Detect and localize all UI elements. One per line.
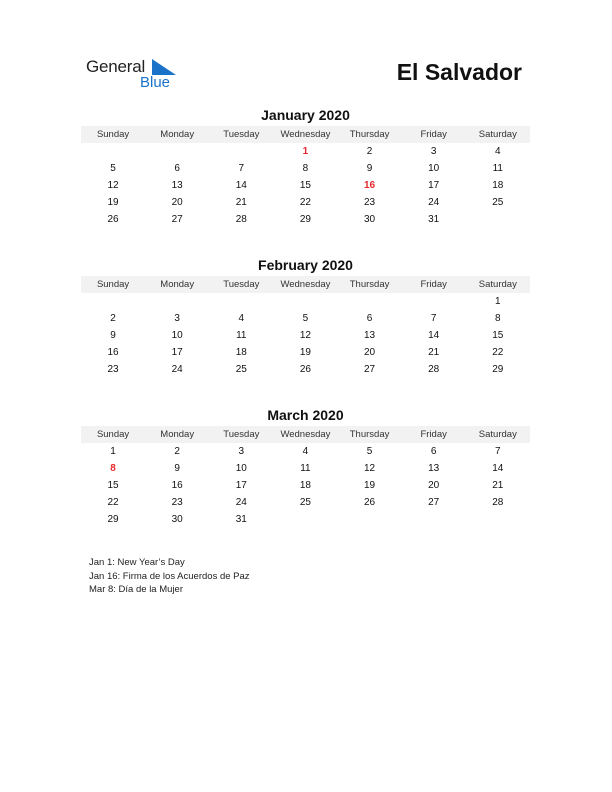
weekday-label: Tuesday xyxy=(223,279,260,290)
weekday-label: Wednesday xyxy=(280,279,331,290)
day-cell: 4 xyxy=(302,446,309,457)
day-cell: 15 xyxy=(299,180,311,191)
day-cell: 3 xyxy=(174,313,180,324)
week-row xyxy=(81,310,530,327)
day-cell: 16 xyxy=(171,480,183,491)
generalblue-logo xyxy=(86,57,196,93)
week-row xyxy=(81,477,530,494)
day-cell: 20 xyxy=(428,480,440,491)
day-cell: 11 xyxy=(236,330,247,341)
day-cell xyxy=(466,211,530,228)
holiday-notes xyxy=(89,556,250,597)
day-cell: 2 xyxy=(174,446,180,457)
day-cell: 27 xyxy=(428,497,440,508)
day-cell: 19 xyxy=(299,347,311,358)
week-row xyxy=(81,177,530,194)
day-cell: 26 xyxy=(364,497,376,508)
day-cell: 18 xyxy=(299,480,311,491)
holiday-day-cell: 1 xyxy=(302,146,309,157)
day-cell: 24 xyxy=(171,364,183,375)
day-cell: 3 xyxy=(430,146,437,157)
day-cell: 25 xyxy=(492,197,504,208)
day-cell: 24 xyxy=(428,197,440,208)
weekday-label: Wednesday xyxy=(280,129,331,140)
day-cell xyxy=(145,293,209,310)
day-cell: 8 xyxy=(302,163,309,174)
month-title: March 2020 xyxy=(267,407,344,423)
day-cell: 17 xyxy=(171,347,183,358)
day-cell: 12 xyxy=(364,463,376,474)
day-cell xyxy=(209,293,273,310)
day-cell: 29 xyxy=(299,214,311,225)
weekday-label: Thursday xyxy=(349,129,390,140)
week-row xyxy=(81,494,530,511)
day-cell: 21 xyxy=(428,347,440,358)
week-row xyxy=(81,143,530,160)
day-cell xyxy=(81,143,145,160)
day-cell: 13 xyxy=(364,330,376,341)
day-cell: 5 xyxy=(110,163,116,174)
day-cell: 27 xyxy=(171,214,183,225)
day-cell: 14 xyxy=(428,330,440,341)
day-cell: 13 xyxy=(171,180,183,191)
day-cell: 6 xyxy=(430,446,437,457)
weekday-label: Monday xyxy=(160,429,195,440)
day-cell: 17 xyxy=(235,480,247,491)
day-cell: 26 xyxy=(107,214,119,225)
holiday-note: Mar 8: Día de la Mujer xyxy=(89,584,183,595)
weekday-header-row xyxy=(81,426,530,443)
weekday-label: Saturday xyxy=(478,429,517,440)
day-cell: 20 xyxy=(171,197,183,208)
day-cell xyxy=(338,511,402,528)
day-cell: 21 xyxy=(492,480,504,491)
weekday-label: Friday xyxy=(420,279,447,290)
day-cell: 18 xyxy=(235,347,247,358)
day-cell: 12 xyxy=(107,180,119,191)
day-cell: 9 xyxy=(366,163,373,174)
week-row xyxy=(81,344,530,361)
day-cell: 11 xyxy=(492,163,503,174)
day-cell: 22 xyxy=(107,497,119,508)
logo-blue-text: Blue xyxy=(140,74,171,91)
weekday-label: Sunday xyxy=(96,279,130,290)
day-cell xyxy=(466,511,530,528)
day-cell: 1 xyxy=(495,296,501,307)
calendar-month-january xyxy=(81,106,530,228)
day-cell: 27 xyxy=(364,364,376,375)
day-cell: 23 xyxy=(107,364,119,375)
day-cell: 31 xyxy=(235,514,247,525)
week-row xyxy=(81,511,530,528)
day-cell: 22 xyxy=(492,347,504,358)
day-cell: 16 xyxy=(107,347,119,358)
month-title: February 2020 xyxy=(258,257,353,273)
day-cell xyxy=(338,293,402,310)
day-cell: 10 xyxy=(428,163,440,174)
weekday-label: Monday xyxy=(160,279,195,290)
week-row xyxy=(81,293,530,310)
day-cell: 28 xyxy=(235,214,247,225)
weekday-label: Friday xyxy=(420,129,447,140)
week-row xyxy=(81,361,530,378)
day-cell: 28 xyxy=(428,364,440,375)
day-cell xyxy=(273,511,337,528)
day-cell: 9 xyxy=(110,330,116,341)
day-cell: 25 xyxy=(299,497,311,508)
day-cell: 17 xyxy=(428,180,440,191)
holiday-note: Jan 1: New Year’s Day xyxy=(89,557,185,568)
weekday-header-row xyxy=(81,126,530,143)
day-cell: 5 xyxy=(366,446,373,457)
day-cell xyxy=(402,511,466,528)
day-cell: 15 xyxy=(492,330,504,341)
calendar-month-february xyxy=(81,256,530,378)
holiday-day-cell: 8 xyxy=(110,463,116,474)
day-cell: 30 xyxy=(171,514,183,525)
day-cell: 13 xyxy=(428,463,440,474)
weekday-label: Wednesday xyxy=(280,429,331,440)
day-cell: 25 xyxy=(235,364,247,375)
day-cell: 29 xyxy=(492,364,504,375)
day-cell: 28 xyxy=(492,497,504,508)
day-cell: 29 xyxy=(107,514,119,525)
day-cell: 19 xyxy=(107,197,119,208)
day-cell: 10 xyxy=(171,330,183,341)
day-cell: 23 xyxy=(364,197,376,208)
day-cell: 4 xyxy=(495,146,501,157)
logo-general-text: General xyxy=(86,57,146,76)
logo-triangle-icon xyxy=(152,59,176,75)
day-cell xyxy=(81,293,145,310)
weekday-header-row xyxy=(81,276,530,293)
day-cell: 20 xyxy=(364,347,376,358)
weekday-label: Thursday xyxy=(349,429,390,440)
weekday-label: Sunday xyxy=(96,429,130,440)
day-cell: 7 xyxy=(430,313,437,324)
weekday-label: Monday xyxy=(160,129,195,140)
day-cell: 9 xyxy=(174,463,180,474)
weekday-label: Tuesday xyxy=(223,429,260,440)
day-cell: 8 xyxy=(495,313,501,324)
holiday-day-cell: 16 xyxy=(364,180,376,191)
weekday-label: Saturday xyxy=(478,279,517,290)
day-cell xyxy=(209,143,273,160)
day-cell: 6 xyxy=(174,163,180,174)
day-cell: 1 xyxy=(110,446,116,457)
day-cell: 14 xyxy=(492,463,504,474)
day-cell: 19 xyxy=(364,480,376,491)
day-cell: 22 xyxy=(299,197,311,208)
day-cell: 4 xyxy=(238,313,245,324)
week-row xyxy=(81,327,530,344)
day-cell: 21 xyxy=(235,197,247,208)
day-cell xyxy=(273,293,337,310)
weekday-label: Saturday xyxy=(478,129,517,140)
day-cell: 5 xyxy=(302,313,309,324)
day-cell xyxy=(145,143,209,160)
day-cell: 11 xyxy=(300,463,311,474)
day-cell: 15 xyxy=(107,480,119,491)
weekday-label: Tuesday xyxy=(223,129,260,140)
weekday-label: Sunday xyxy=(96,129,130,140)
day-cell: 7 xyxy=(238,163,245,174)
month-title: January 2020 xyxy=(261,107,350,123)
week-row xyxy=(81,160,530,177)
day-cell: 2 xyxy=(366,146,373,157)
day-cell: 18 xyxy=(492,180,504,191)
day-cell: 12 xyxy=(299,330,311,341)
day-cell: 14 xyxy=(235,180,247,191)
day-cell: 3 xyxy=(238,446,245,457)
day-cell: 6 xyxy=(366,313,373,324)
week-row xyxy=(81,211,530,228)
weekday-label: Thursday xyxy=(349,279,390,290)
day-cell: 31 xyxy=(428,214,440,225)
day-cell: 24 xyxy=(235,497,247,508)
day-cell: 26 xyxy=(299,364,311,375)
week-row xyxy=(81,443,530,460)
weekday-label: Friday xyxy=(420,429,447,440)
day-cell: 10 xyxy=(235,463,247,474)
day-cell: 7 xyxy=(495,446,501,457)
calendar-month-march xyxy=(81,406,530,528)
day-cell: 2 xyxy=(110,313,116,324)
day-cell: 23 xyxy=(171,497,183,508)
week-row xyxy=(81,460,530,477)
country-title: El Salvador xyxy=(396,59,522,85)
week-row xyxy=(81,194,530,211)
holiday-note: Jan 16: Firma de los Acuerdos de Paz xyxy=(89,570,250,582)
day-cell: 30 xyxy=(364,214,376,225)
day-cell xyxy=(402,293,466,310)
